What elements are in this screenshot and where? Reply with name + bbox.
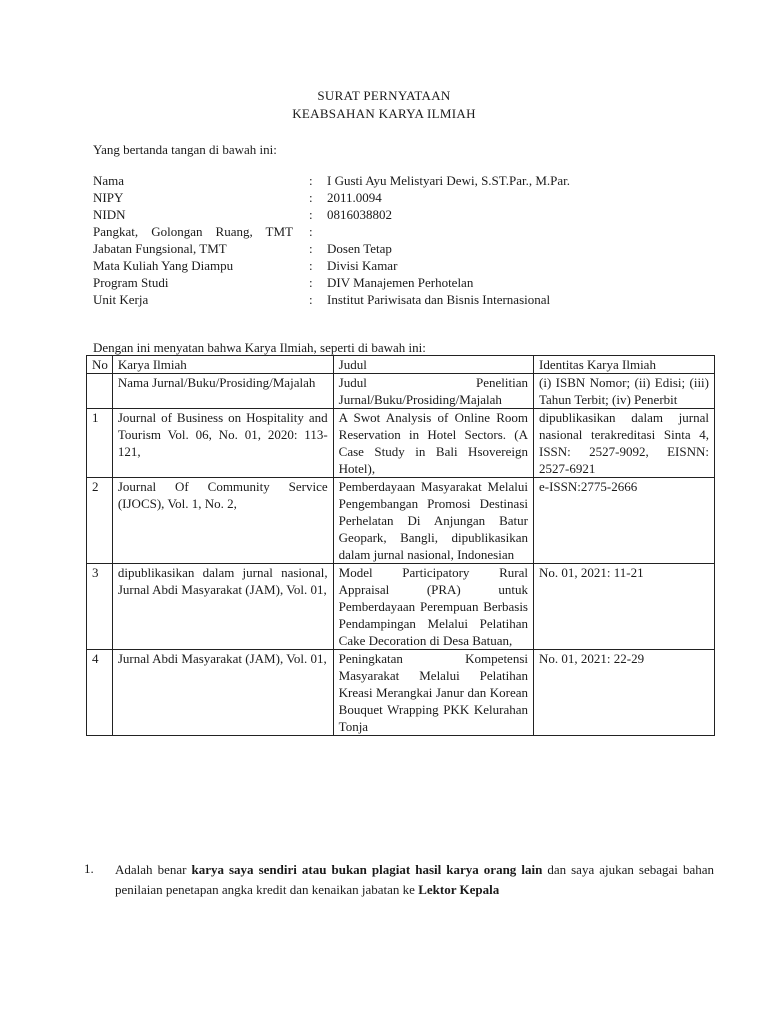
works-table <box>86 355 715 736</box>
identity-value: Institut Pariwisata dan Bisnis Internasional <box>327 292 551 307</box>
identity-value <box>327 223 633 240</box>
identity-label: Program Studi <box>93 275 169 290</box>
cell-no: 3 <box>87 564 113 650</box>
point-bold-claim: karya saya sendiri atau bukan plagiat hasil karya orang lain <box>191 862 543 877</box>
document-title-line-2: KEABSAHAN KARYA ILMIAH <box>292 106 476 121</box>
header-cell-judul: Judul <box>333 356 533 374</box>
point-text-part: Adalah benar <box>115 862 192 877</box>
table-row <box>87 650 715 736</box>
identity-value: Dosen Tetap <box>327 241 392 256</box>
cell-no: 1 <box>87 409 113 478</box>
cell-judul: Model Participatory Rural Appraisal (PRA) untuk Pemberdayaan Perempuan Berbasis Pendampingan Melalui Pelatihan Cake Decoration di Desa Batuan, <box>333 564 533 650</box>
cell-no: 2 <box>87 478 113 564</box>
identity-row-nama <box>93 172 633 189</box>
header-cell-no: No <box>87 356 113 374</box>
identity-colon: : <box>309 258 313 273</box>
point-number: 1. <box>84 861 94 876</box>
identity-colon: : <box>309 173 313 188</box>
table-header-row <box>87 356 715 374</box>
identity-label: NIPY <box>93 190 124 205</box>
point-text-part: dan saya ajukan sebagai bahan penilaian penetapan angka kredit dan kenaikan jabatan ke <box>115 862 714 897</box>
identity-row-mata-kuliah <box>93 257 633 274</box>
statement-text: Dengan ini menyatan bahwa Karya Ilmiah, seperti di bawah ini: <box>93 340 426 355</box>
subheader-cell-no <box>87 374 113 409</box>
subheader-cell-judul: Judul Penelitian Jurnal/Buku/Prosiding/Majalah <box>333 374 533 409</box>
table-subheader-row <box>87 374 715 409</box>
table-row <box>87 564 715 650</box>
cell-identitas: No. 01, 2021: 22-29 <box>534 650 715 736</box>
point-text <box>115 860 714 900</box>
cell-identitas: e-ISSN:2775-2666 <box>534 478 715 564</box>
identity-colon: : <box>309 292 313 307</box>
cell-judul: Pemberdayaan Masyarakat Melalui Pengembangan Promosi Destinasi Perhelatan Di Anjungan Batur Geopark, Bangli, dipublikasikan dalam jurnal nasional, Indonesian <box>333 478 533 564</box>
identity-row-unit-kerja <box>93 291 633 308</box>
identity-colon: : <box>309 241 313 256</box>
identity-row-pangkat <box>93 223 633 240</box>
identity-label: Nama <box>93 173 125 188</box>
cell-identitas: dipublikasikan dalam jurnal nasional terakreditasi Sinta 4, ISSN: 2527-9092, EISNN: 2527-6921 <box>534 409 715 478</box>
document-title-line-1: SURAT PERNYATAAN <box>317 88 451 103</box>
subheader-cell-karya: Nama Jurnal/Buku/Prosiding/Majalah <box>112 374 333 409</box>
identity-colon: : <box>309 275 313 290</box>
header-cell-karya: Karya Ilmiah <box>112 356 333 374</box>
identity-block <box>93 172 633 308</box>
cell-identitas: No. 01, 2021: 11-21 <box>534 564 715 650</box>
list-item <box>84 860 714 900</box>
cell-karya: Jurnal Abdi Masyarakat (JAM), Vol. 01, <box>112 650 333 736</box>
identity-value: I Gusti Ayu Melistyari Dewi, S.ST.Par., M.Par. <box>327 173 571 188</box>
identity-value: 0816038802 <box>327 207 392 222</box>
statement-points <box>84 860 714 900</box>
cell-no: 4 <box>87 650 113 736</box>
table-row <box>87 478 715 564</box>
header-cell-identitas: Identitas Karya Ilmiah <box>534 356 715 374</box>
identity-label: Jabatan Fungsional, TMT <box>93 241 227 256</box>
identity-label: NIDN <box>93 207 126 222</box>
identity-label: Pangkat, Golongan Ruang, TMT <box>93 224 293 239</box>
cell-karya: dipublikasikan dalam jurnal nasional, Jurnal Abdi Masyarakat (JAM), Vol. 01, <box>112 564 333 650</box>
identity-colon: : <box>309 190 313 205</box>
identity-row-nidn <box>93 206 633 223</box>
identity-value: 2011.0094 <box>327 190 382 205</box>
identity-value: Divisi Kamar <box>327 258 398 273</box>
cell-karya: Journal of Business on Hospitality and Tourism Vol. 06, No. 01, 2020: 113-121, <box>112 409 333 478</box>
cell-karya: Journal Of Community Service (IJOCS), Vol. 1, No. 2, <box>112 478 333 564</box>
table-row <box>87 409 715 478</box>
identity-colon: : <box>309 224 313 239</box>
identity-colon: : <box>309 207 313 222</box>
identity-row-program-studi <box>93 274 633 291</box>
identity-label: Unit Kerja <box>93 292 149 307</box>
identity-row-nipy <box>93 189 633 206</box>
point-bold-rank: Lektor Kepala <box>418 882 500 897</box>
intro-text: Yang bertanda tangan di bawah ini: <box>93 142 277 157</box>
identity-row-jabatan <box>93 240 633 257</box>
identity-value: DIV Manajemen Perhotelan <box>327 275 474 290</box>
cell-judul: Peningkatan Kompetensi Masyarakat Melalui Pelatihan Kreasi Merangkai Janur dan Korean Bouquet Wrapping PKK Kelurahan Tonja <box>333 650 533 736</box>
identity-label: Mata Kuliah Yang Diampu <box>93 258 234 273</box>
subheader-cell-identitas: (i) ISBN Nomor; (ii) Edisi; (iii) Tahun Terbit; (iv) Penerbit <box>534 374 715 409</box>
cell-judul: A Swot Analysis of Online Room Reservation in Hotel Sectors. (A Case Study in Bali Hsovereign Hotel), <box>333 409 533 478</box>
